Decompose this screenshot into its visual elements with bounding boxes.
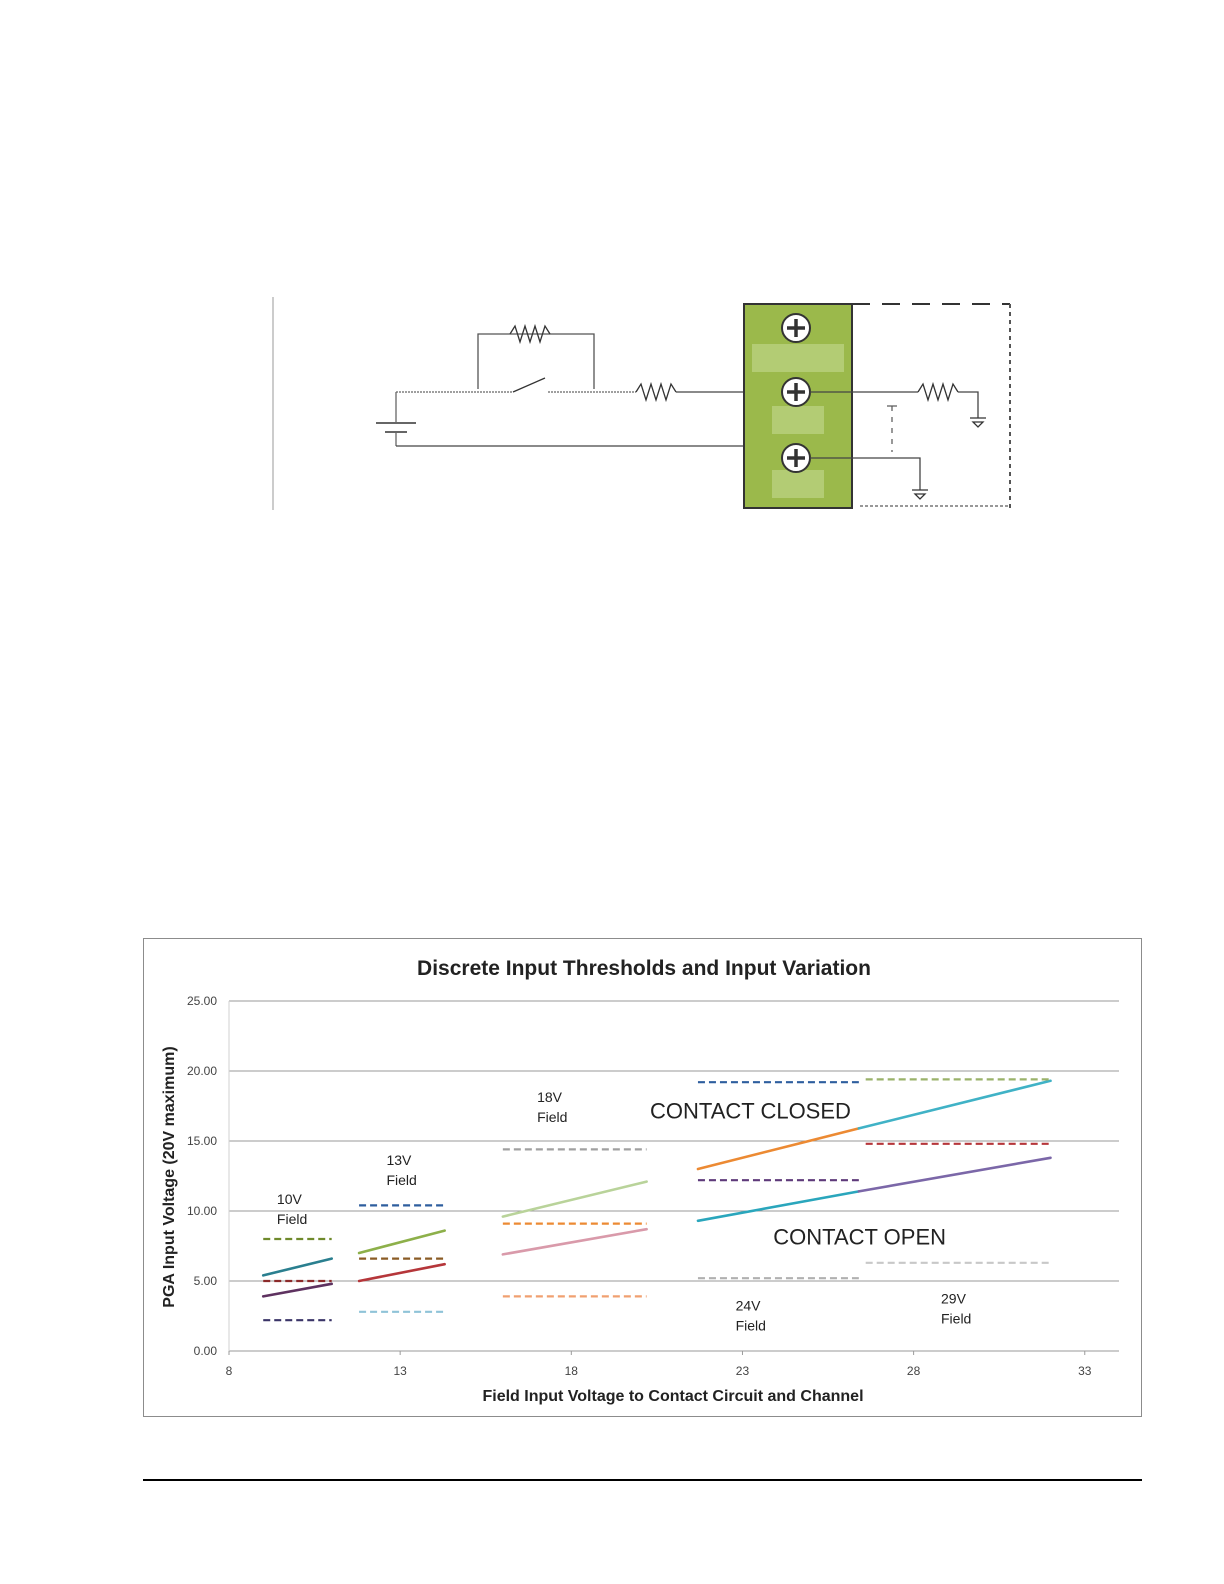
annotation-contact-open bbox=[773, 1225, 946, 1250]
terminal-label-1 bbox=[752, 344, 844, 372]
x-tick-label: 13 bbox=[393, 1364, 407, 1378]
series-resistor bbox=[636, 384, 676, 400]
terminal-label-2 bbox=[772, 406, 824, 434]
annotation-13v-field bbox=[386, 1152, 416, 1188]
annotation-line: Field bbox=[941, 1310, 972, 1327]
y-tick-label: 25.00 bbox=[186, 994, 217, 1008]
terminal-label-3 bbox=[772, 470, 824, 498]
y-tick-label: 0.00 bbox=[193, 1344, 217, 1358]
x-tick-label: 18 bbox=[564, 1364, 578, 1378]
annotation-line: CONTACT CLOSED bbox=[650, 1098, 851, 1124]
switch-contact bbox=[513, 378, 545, 392]
annotation-line: CONTACT OPEN bbox=[773, 1224, 947, 1250]
x-tick-label: 28 bbox=[906, 1364, 921, 1378]
y-axis-label: PGA Input Voltage (20V maximum) bbox=[161, 1046, 178, 1308]
y-tick-label: 5.00 bbox=[193, 1274, 217, 1288]
contact-circuit-diagram bbox=[268, 292, 1018, 517]
input-line-24v-input-a bbox=[698, 1128, 859, 1169]
annotation-line: 10V bbox=[276, 1191, 302, 1207]
module-ground-wire bbox=[958, 392, 978, 418]
chart-title: Discrete Input Thresholds and Input Variation bbox=[417, 957, 871, 980]
annotation-line: 29V bbox=[941, 1290, 966, 1307]
annotation-line: 18V bbox=[537, 1088, 562, 1105]
terminal-screw-1 bbox=[782, 314, 810, 342]
annotation-10v-field bbox=[277, 1191, 307, 1227]
parallel-branch-wire bbox=[478, 334, 594, 389]
gridlines bbox=[229, 1001, 1119, 1351]
annotation-contact-closed bbox=[650, 1099, 851, 1124]
annotation-24v-field bbox=[736, 1297, 766, 1333]
input-line-18v-input-b bbox=[503, 1229, 647, 1254]
input-line-24v-input-b bbox=[698, 1191, 859, 1220]
y-tick-label: 20.00 bbox=[186, 1064, 217, 1078]
input-line-29v-input-b bbox=[859, 1158, 1051, 1192]
input-line-13v-input-a bbox=[359, 1231, 445, 1253]
terminal-screw-2 bbox=[782, 378, 810, 406]
module-input-resistor bbox=[918, 384, 958, 400]
terminal-screw-3 bbox=[782, 444, 810, 472]
x-tick-label: 23 bbox=[735, 1364, 750, 1378]
annotation-line: Field bbox=[537, 1108, 568, 1125]
annotation-18v-field bbox=[537, 1089, 567, 1125]
input-line-10v-input-a bbox=[263, 1259, 331, 1276]
y-tick-label: 10.00 bbox=[186, 1204, 217, 1218]
threshold-chart bbox=[144, 939, 1143, 1418]
annotation-line: Field bbox=[735, 1317, 766, 1334]
annotation-line: Field bbox=[276, 1211, 308, 1227]
annotation-line: Field bbox=[386, 1171, 417, 1188]
input-line-13v-input-b bbox=[359, 1264, 445, 1281]
x-axis-label: Field Input Voltage to Contact Circuit and Channel bbox=[482, 1388, 864, 1405]
input-line-29v-input-a bbox=[859, 1081, 1051, 1129]
footer-rule bbox=[143, 1479, 1142, 1481]
annotation-29v-field bbox=[941, 1290, 971, 1326]
annotation-line: 13V bbox=[386, 1151, 412, 1168]
annotation-line: 24V bbox=[735, 1297, 761, 1314]
ground-symbol-1 bbox=[970, 418, 986, 427]
y-tick-label: 15.00 bbox=[186, 1134, 217, 1148]
x-tick-label: 8 bbox=[225, 1364, 233, 1378]
chart-frame bbox=[143, 938, 1142, 1417]
x-tick-label: 33 bbox=[1078, 1364, 1092, 1378]
ground-symbol-2 bbox=[912, 490, 928, 499]
input-line-10v-input-b bbox=[263, 1284, 331, 1297]
